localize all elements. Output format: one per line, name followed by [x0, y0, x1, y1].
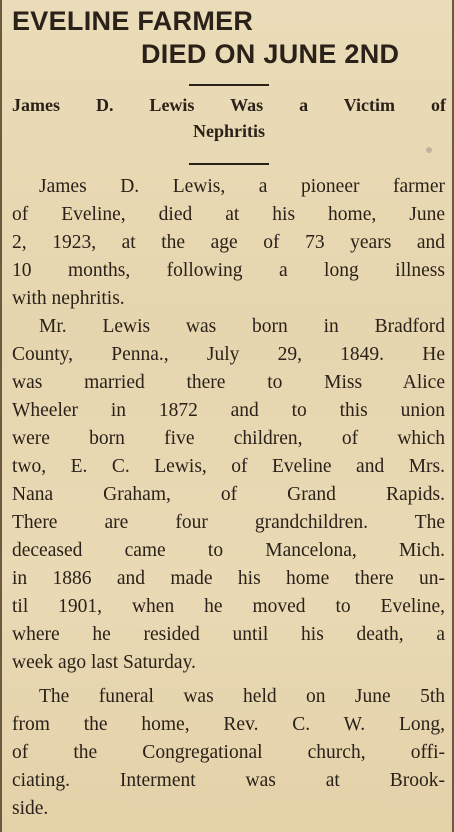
subheadline-line-1: James D. Lewis Was a Victim of — [12, 95, 446, 115]
body-line: from the home, Rev. C. W. Long, — [12, 714, 445, 735]
subheadline-line-2: Nephritis — [193, 121, 265, 141]
body-line: 2, 1923, at the age of 73 years and — [12, 232, 445, 253]
body-line: were born five children, of which — [12, 428, 445, 449]
body-line: of Eveline, died at his home, June — [12, 204, 445, 225]
divider-rule-top — [189, 84, 269, 86]
body-line: ciating. Interment was at Brook- — [12, 770, 445, 791]
body-line: week ago last Saturday. — [12, 652, 196, 673]
body-line: There are four grandchildren. The — [12, 512, 445, 533]
body-line: was married there to Miss Alice — [12, 372, 445, 393]
paper-speck — [426, 147, 432, 153]
body-line: side. — [12, 798, 49, 819]
body-line: Wheeler in 1872 and to this union — [12, 400, 445, 421]
body-line: where he resided until his death, a — [12, 624, 445, 645]
body-line: til 1901, when he moved to Eveline, — [12, 596, 445, 617]
divider-rule-bottom — [189, 163, 269, 165]
body-line: The funeral was held on June 5th — [39, 686, 445, 707]
body-line: County, Penna., July 29, 1849. He — [12, 344, 445, 365]
headline-line-1: EVELINE FARMER — [12, 6, 254, 36]
body-line: Nana Graham, of Grand Rapids. — [12, 484, 445, 505]
body-line: James D. Lewis, a pioneer farmer — [39, 176, 445, 197]
headline-line-2: DIED ON JUNE 2ND — [141, 39, 400, 69]
body-line: of the Congregational church, offi- — [12, 742, 445, 763]
body-line: deceased came to Mancelona, Mich. — [12, 540, 445, 561]
body-line: with nephritis. — [12, 288, 125, 309]
body-line: 10 months, following a long illness — [12, 260, 445, 281]
body-line: Mr. Lewis was born in Bradford — [39, 316, 445, 337]
body-line: in 1886 and made his home there un- — [12, 568, 445, 589]
body-line: two, E. C. Lewis, of Eveline and Mrs. — [12, 456, 445, 477]
